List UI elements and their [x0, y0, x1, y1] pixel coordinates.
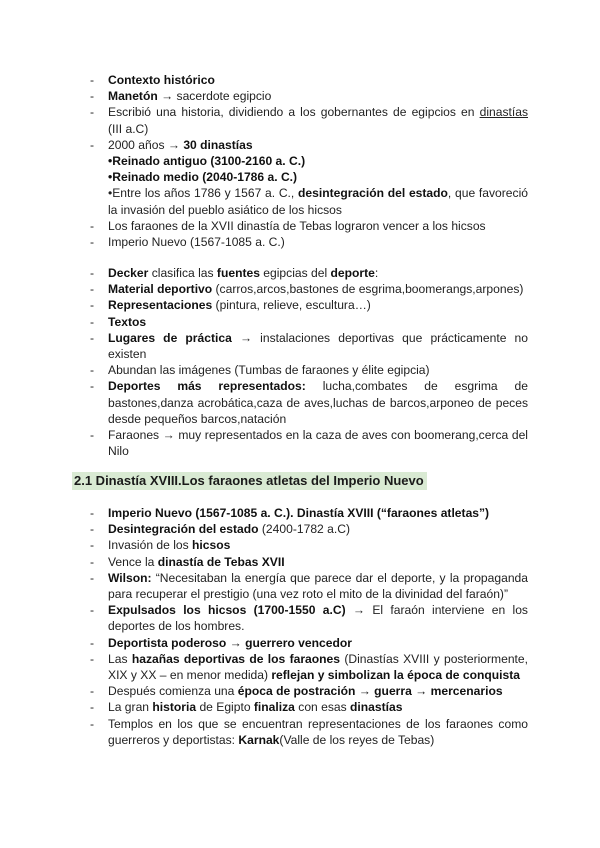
list-item [90, 716, 528, 748]
text-run: con esas [294, 700, 351, 715]
text-run: Templos en los que se encuentran representaciones de los faraones como guerreros y deportistas: [108, 716, 528, 747]
list-item [90, 153, 528, 169]
text-run: 2000 años → [108, 137, 184, 152]
list-item [90, 218, 528, 234]
text-run: hazañas deportivas de los faraones [131, 651, 340, 666]
section-heading: 2.1 Dinastía XVIII.Los faraones atletas del Imperio Nuevo [72, 472, 427, 490]
text-run: 30 dinastías [183, 137, 253, 152]
list-item [90, 427, 528, 459]
list-item [90, 104, 528, 136]
text-run: Expulsados los hicsos (1700-1550 a.C) [108, 603, 346, 618]
text-run: (2400-1782 a.C) [258, 522, 350, 537]
list-item [90, 554, 528, 570]
text-run: Faraones → muy representados en la caza de aves con boomerang,cerca del Nilo [108, 428, 528, 459]
text-run: reflejan y simbolizan la época de conquista [271, 668, 521, 683]
list-item [90, 521, 528, 537]
list-item [90, 602, 528, 634]
text-run: Textos [108, 314, 147, 329]
text-run: Lugares de práctica [108, 330, 232, 345]
text-run: (Dinastías XVIII y posteriormente, XIX y XX – en menor medida) [108, 651, 529, 683]
text-run: (pintura, relieve, escultura…) [212, 298, 371, 313]
text-run: Abundan las imágenes (Tumbas de faraones y élite egipcia) [108, 363, 430, 378]
text-run: Invasión de los [108, 538, 193, 553]
text-run: •Reinado antiguo (3100-2160 a. C.) [108, 154, 306, 169]
list-item [90, 683, 528, 699]
context-list [90, 72, 528, 250]
list-item [90, 72, 528, 88]
list-item [90, 362, 528, 378]
text-run: dinastía de Tebas XVII [157, 554, 285, 569]
text-run: “Necesitaban la energía que parece dar el deporte, y la propaganda para recuperar el prestigio (una vez roto el mito de la divinidad del faraón)” [108, 570, 528, 602]
list-item [90, 635, 528, 651]
list-item [90, 314, 528, 330]
text-run: lucha,combates de esgrima de bastones,danza acrobática,caza de aves,luchas de barcos,arponeo de peces desde pequeños barcos,natación [108, 379, 529, 426]
sources-list [90, 265, 528, 459]
text-run: Representaciones [108, 298, 213, 313]
text-run: Después comienza una [108, 684, 238, 699]
text-run: , que favoreció la invasión del pueblo asiático de los hicsos [108, 186, 528, 217]
text-run: → instalaciones deportivas que prácticamente no existen [108, 330, 528, 362]
list-item [90, 330, 528, 362]
list-item [90, 185, 528, 217]
text-run: Imperio Nuevo (1567-1085 a. C.). Dinastía XVIII (“faraones atletas”) [108, 506, 490, 520]
dynasty-list [90, 505, 528, 748]
text-run: deporte [330, 266, 375, 280]
list-item [90, 234, 528, 250]
list-item [90, 537, 528, 553]
list-item [90, 88, 528, 104]
text-run: clasifica las [148, 266, 217, 280]
text-run: Contexto histórico [108, 73, 215, 87]
text-run: (III a.C) [108, 121, 149, 136]
text-run: fuentes [216, 266, 260, 280]
text-run: Wilson: [108, 570, 152, 585]
text-run: desintegración del estado [298, 186, 448, 201]
list-item [90, 265, 528, 281]
list-item [90, 651, 528, 683]
text-run: Desintegración del estado [108, 522, 259, 537]
text-run: hicsos [192, 538, 231, 553]
text-run: → sacerdote egipcio [157, 89, 272, 104]
list-item [90, 297, 528, 313]
text-run: •Reinado medio (2040-1786 a. C.) [108, 170, 298, 185]
text-run: Manetón [108, 89, 158, 104]
text-run: Vence la [108, 554, 158, 569]
text-run: Decker [108, 266, 149, 280]
text-run: historia [152, 700, 197, 715]
list-item [90, 505, 528, 521]
list-item [90, 169, 528, 185]
text-run: : [374, 266, 379, 280]
text-run: Los faraones de la XVII dinastía de Tebas lograron vencer a los hicsos [108, 218, 486, 233]
text-run: Escribió una historia, dividiendo a los gobernantes de egipcios en [108, 105, 480, 120]
list-item [90, 281, 528, 297]
text-run: época de postración → guerra → mercenarios [237, 684, 503, 699]
text-run: (carros,arcos,bastones de esgrima,boomerangs,arpones) [212, 282, 524, 297]
text-run: dinastías [350, 700, 403, 715]
text-run: Imperio Nuevo (1567-1085 a. C.) [108, 235, 285, 250]
text-run: Karnak [238, 732, 280, 747]
text-run: (Valle de los reyes de Tebas) [279, 732, 435, 747]
text-run: Las [108, 651, 132, 666]
text-run: Material deportivo [108, 282, 213, 297]
text-run: Deportes más representados: [108, 379, 306, 394]
text-run: •Entre los años 1786 y 1567 a. C., [108, 186, 298, 201]
text-run: de Egipto [196, 700, 254, 715]
text-run: Deportista poderoso → guerrero vencedor [108, 635, 352, 650]
text-run: → El faraón interviene en los deportes de los hombres. [108, 603, 528, 634]
text-run: egipcias del [259, 266, 331, 280]
list-item [90, 378, 528, 427]
list-item [90, 699, 528, 715]
text-run: La gran [108, 700, 153, 715]
text-run: dinastías [479, 105, 528, 120]
list-item [90, 137, 528, 153]
text-run: finaliza [253, 700, 295, 715]
list-item [90, 570, 528, 602]
